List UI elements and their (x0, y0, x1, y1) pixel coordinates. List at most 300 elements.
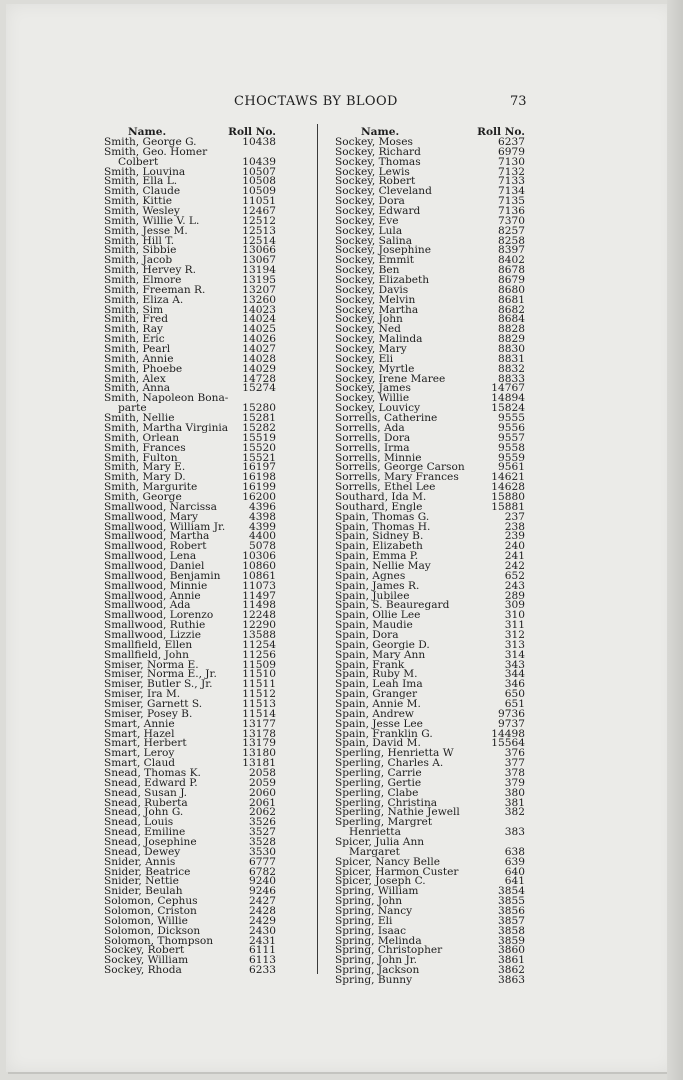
entry-name: Smith, Claude (104, 185, 181, 198)
entry-roll-number: 650 (504, 688, 525, 701)
entry-name: Spain, Emma P. (335, 550, 419, 563)
entry-roll-number: 15880 (491, 490, 525, 503)
entry-roll-number: 13180 (242, 747, 276, 760)
entry-roll-number: 13260 (242, 293, 276, 306)
entry-name: Smith, Elmore (104, 274, 182, 287)
entry-roll-number: 14728 (242, 372, 276, 385)
entry-name: Sorrells, George Carson (335, 461, 465, 474)
entry-name: Spain, S. Beauregard (335, 599, 450, 612)
entry-name: Sperling, Nathie Jewell (335, 806, 460, 819)
entry-name: Snider, Beatrice (104, 865, 191, 878)
entry-roll-number: 641 (504, 875, 525, 888)
entry-roll-number: 14026 (242, 333, 276, 346)
entry-name: Sperling, Clabe (335, 786, 419, 799)
entry-name: Southard, Ida M. (335, 490, 427, 503)
entry-roll-number: 241 (504, 550, 525, 563)
entry-name: Sorrells, Catherine (335, 412, 438, 425)
entry-roll-number: 9246 (249, 885, 276, 898)
entry-name: Smallfield, John (104, 648, 189, 661)
entry-roll-number: 15824 (491, 402, 525, 415)
entry-roll-number: 381 (504, 796, 525, 809)
entry-roll-number: 14024 (242, 313, 276, 326)
entry-name: Sockey, Elizabeth (335, 274, 430, 287)
entry-name: Smart, Claud (104, 757, 176, 770)
entry-roll-number: 4396 (249, 500, 276, 513)
entry-roll-number: 8258 (498, 234, 525, 247)
entry-name: Smiser, Ira M. (104, 688, 181, 701)
entry-roll-number: 377 (504, 757, 525, 770)
entry-roll-number: 238 (504, 520, 525, 533)
entry-name: Sockey, Melvin (335, 293, 416, 306)
entry-roll-number: 382 (504, 806, 525, 819)
entry-roll-number: 383 (504, 826, 525, 839)
entry-roll-number: 239 (504, 530, 525, 543)
entry-name: Snider, Beulah (104, 885, 183, 898)
entry-name: Spain, Ruby M. (335, 668, 418, 681)
entry-roll-number: 7133 (498, 175, 525, 188)
entry-roll-number: 15519 (242, 431, 276, 444)
entry-roll-number: 3858 (498, 924, 525, 937)
entry-roll-number: 12514 (242, 234, 276, 247)
entry-name: Smiser, Butler S., Jr. (104, 678, 213, 691)
entry-roll-number: 8679 (498, 274, 525, 287)
name-header: Name. (361, 126, 400, 138)
entry-roll-number: 11513 (242, 697, 276, 710)
entry-roll-number: 12513 (242, 224, 276, 237)
entry-name: Sockey, Mary (335, 343, 407, 356)
entry-name: Solomon, Dickson (104, 924, 201, 937)
entry-roll-number: 8829 (498, 333, 525, 346)
entry-name: Sperling, Carrie (335, 767, 422, 779)
entry-roll-number: 13588 (242, 628, 276, 641)
entry-name: Sockey, Thomas (335, 155, 421, 168)
entry-name: Snead, Louis (104, 816, 174, 829)
entry-name: Sockey, Eli (335, 352, 394, 365)
entry-roll-number: 6113 (249, 954, 276, 967)
entry-roll-number: 3861 (498, 954, 525, 967)
entry-roll-number: 8397 (498, 244, 525, 257)
entry-name: Sockey, Irene Maree (335, 372, 446, 385)
entry-roll-number: 11254 (242, 638, 276, 651)
entry-name: Colbert (118, 155, 159, 168)
entry-name: Smith, Jesse M. (104, 224, 188, 237)
entry-name: Smith, Fred (104, 313, 168, 326)
entry-name: Sockey, Moses (335, 136, 413, 148)
entry-name: Smith, Anna (104, 382, 171, 395)
entry-roll-number: 11256 (242, 648, 276, 661)
running-head (0, 94, 683, 110)
entry-roll-number: 15881 (491, 500, 525, 513)
entry-roll-number: 8682 (498, 303, 525, 316)
entry-roll-number: 9557 (498, 431, 525, 444)
entry-roll-number: 639 (504, 855, 525, 868)
entry-name: Spain, Leah Ima (335, 678, 423, 691)
entry-name: Spring, Nancy (335, 905, 413, 918)
entry-name: Smiser, Norma E., Jr. (104, 668, 217, 681)
entry-roll-number: 3527 (249, 826, 276, 839)
page-edge (667, 0, 683, 1080)
entry-roll-number: 11509 (242, 658, 276, 671)
entry-name: Smith, Geo. Homer (104, 145, 208, 158)
entry-name: Smith, Hervey R. (104, 264, 197, 277)
entry-name: Snead, Edward P. (104, 776, 198, 789)
entry-roll-number: 243 (504, 579, 525, 592)
entry-roll-number: 311 (504, 619, 525, 632)
roster-entry (104, 966, 276, 976)
entry-roll-number: 12467 (242, 205, 276, 218)
entry-roll-number: 12290 (242, 619, 276, 632)
entry-name: Sockey, Myrtle (335, 362, 415, 375)
entry-name: Sockey, Cleveland (335, 185, 432, 198)
entry-roll-number: 376 (504, 747, 525, 760)
entry-name: parte (118, 402, 147, 415)
entry-roll-number: 2429 (249, 914, 276, 927)
entry-name: Smith, Willie V. L. (104, 214, 200, 227)
entry-roll-number: 13179 (242, 737, 276, 750)
entry-name: Sorrells, Dora (335, 431, 411, 444)
entry-roll-number: 14628 (491, 481, 525, 494)
entry-name: Sperling, Charles A. (335, 757, 444, 770)
entry-name: Smith, Mary D. (104, 471, 186, 484)
entry-name: Sockey, Richard (335, 145, 421, 158)
entry-roll-number: 14023 (242, 303, 276, 316)
entry-name: Sperling, Margret (335, 816, 433, 829)
entry-roll-number: 14028 (242, 352, 276, 365)
entry-roll-number: 10507 (242, 165, 276, 178)
entry-roll-number: 7132 (498, 165, 525, 178)
entry-name: Sockey, James (335, 382, 411, 395)
entry-name: Spring, Christopher (335, 944, 443, 957)
entry-name: Solomon, Thompson (104, 934, 214, 947)
entry-roll-number: 7130 (498, 155, 525, 168)
entry-name: Sockey, Salina (335, 234, 413, 247)
entry-name: Smith, Jacob (104, 254, 173, 267)
entry-roll-number: 2060 (249, 786, 276, 799)
entry-name: Spring, Bunny (335, 974, 413, 987)
entry-roll-number: 16199 (242, 481, 276, 494)
roll-header: Roll No. (228, 126, 276, 138)
entry-roll-number: 10860 (242, 559, 276, 572)
entry-roll-number: 638 (504, 845, 525, 858)
entry-name: Smallwood, Minnie (104, 579, 208, 592)
entry-roll-number: 11498 (242, 599, 276, 612)
entry-roll-number: 2059 (249, 776, 276, 789)
entry-name: Spicer, Joseph C. (335, 875, 426, 888)
entry-name: Spain, Jesse Lee (335, 717, 423, 730)
entry-name: Spain, Elizabeth (335, 540, 423, 553)
entry-roll-number: 4399 (249, 520, 276, 533)
entry-roll-number: 2058 (249, 767, 276, 779)
entry-name: Spicer, Julia Ann (335, 836, 425, 849)
entry-name: Sorrells, Ada (335, 421, 405, 434)
entry-roll-number: 13178 (242, 727, 276, 740)
entry-name: Smith, Kittie (104, 195, 172, 208)
entry-name: Smith, Wesley (104, 205, 180, 218)
entry-name: Sockey, Dora (335, 195, 405, 208)
entry-roll-number: 6777 (249, 855, 276, 868)
entry-roll-number: 15281 (242, 412, 276, 425)
entry-name: Solomon, Criston (104, 905, 197, 918)
entry-name: Spring, Eli (335, 914, 393, 927)
entry-name: Sockey, Louvicy (335, 402, 421, 415)
entry-roll-number: 8830 (498, 343, 525, 356)
entry-name: Smith, Eric (104, 333, 165, 346)
entry-name: Smiser, Garnett S. (104, 697, 203, 710)
entry-name: Smith, Alex (104, 372, 166, 385)
entry-roll-number: 240 (504, 540, 525, 553)
entry-roll-number: 8681 (498, 293, 525, 306)
entry-roll-number: 15520 (242, 441, 276, 454)
entry-roll-number: 11511 (242, 678, 276, 691)
page-title: CHOCTAWS BY BLOOD (234, 94, 398, 109)
entry-name: Sorrells, Mary Frances (335, 471, 459, 484)
entry-name: Smallwood, Daniel (104, 559, 205, 572)
entry-name: Smith, Napoleon Bona- (104, 392, 229, 405)
entry-name: Spring, John Jr. (335, 954, 417, 967)
entry-name: Smart, Hazel (104, 727, 175, 740)
entry-name: Smith, Sibbie (104, 244, 177, 257)
entry-name: Smith, Ray (104, 323, 164, 336)
entry-name: Snead, Ruberta (104, 796, 188, 809)
entry-roll-number: 14894 (491, 392, 525, 405)
entry-name: Smart, Leroy (104, 747, 175, 760)
entry-roll-number: 11512 (242, 688, 276, 701)
entry-name: Spain, Sidney B. (335, 530, 424, 543)
entry-roll-number: 309 (504, 599, 525, 612)
entry-name: Snead, Thomas K. (104, 767, 201, 779)
entry-roll-number: 379 (504, 776, 525, 789)
entry-roll-number: 3854 (498, 885, 525, 898)
entry-roll-number: 2061 (249, 796, 276, 809)
entry-name: Sockey, Willie (335, 392, 410, 405)
entry-roll-number: 9558 (498, 441, 525, 454)
entry-name: Smith, Eliza A. (104, 293, 184, 306)
entry-name: Sperling, Gertie (335, 776, 422, 789)
entry-roll-number: 6237 (498, 136, 525, 148)
entry-name: Spain, Annie M. (335, 697, 421, 710)
entry-roll-number: 9559 (498, 451, 525, 464)
entry-name: Sperling, Christina (335, 796, 438, 809)
entry-roll-number: 3863 (498, 974, 525, 987)
roll-header: Roll No. (477, 126, 525, 138)
entry-name: Smart, Annie (104, 717, 175, 730)
entry-name: Smith, Louvina (104, 165, 186, 178)
entry-roll-number: 14767 (491, 382, 525, 395)
entry-roll-number: 651 (504, 697, 525, 710)
entry-roll-number: 14025 (242, 323, 276, 336)
entry-name: Smallwood, Robert (104, 540, 207, 553)
entry-name: Sockey, Ben (335, 264, 400, 277)
entry-name: Smith, Phoebe (104, 362, 183, 375)
entry-name: Sorrells, Minnie (335, 451, 422, 464)
entry-roll-number: 9737 (498, 717, 525, 730)
entry-name: Smallwood, Narcissa (104, 500, 217, 513)
entry-name: Smallwood, Mary (104, 510, 198, 523)
entry-roll-number: 8402 (498, 254, 525, 267)
entry-name: Sockey, Josephine (335, 244, 431, 257)
entry-roll-number: 3528 (249, 836, 276, 849)
entry-roll-number: 314 (504, 648, 525, 661)
entry-name: Spain, Ollie Lee (335, 609, 421, 622)
entry-name: Smith, Mary E. (104, 461, 186, 474)
entry-roll-number: 3860 (498, 944, 525, 957)
entry-roll-number: 11510 (242, 668, 276, 681)
entry-name: Spain, Nellie May (335, 559, 431, 572)
column-divider (317, 124, 318, 974)
entry-name: Margaret (349, 845, 400, 858)
entry-roll-number: 9561 (498, 461, 525, 474)
entry-name: Smallwood, Martha (104, 530, 210, 543)
entry-name: Spain, Agnes (335, 569, 406, 582)
entry-name: Snider, Annis (104, 855, 176, 868)
entry-name: Snead, Emiline (104, 826, 186, 839)
entry-name: Sorrells, Irma (335, 441, 410, 454)
entry-name: Snead, Josephine (104, 836, 197, 849)
entry-name: Snead, John G. (104, 806, 184, 819)
entry-roll-number: 8831 (498, 352, 525, 365)
entry-name: Snead, Dewey (104, 845, 181, 858)
entry-roll-number: 2427 (249, 895, 276, 908)
entry-roll-number: 13207 (242, 283, 276, 296)
entry-name: Sockey, John (335, 313, 403, 326)
entry-name: Spain, Jubilee (335, 589, 410, 602)
entry-roll-number: 10509 (242, 185, 276, 198)
entry-name: Smith, Sim (104, 303, 164, 316)
entry-roll-number: 3862 (498, 964, 525, 977)
entry-roll-number: 7370 (498, 214, 525, 227)
name-header: Name. (128, 126, 167, 138)
entry-roll-number: 14027 (242, 343, 276, 356)
entry-roll-number: 8833 (498, 372, 525, 385)
entry-name: Smith, Annie (104, 352, 174, 365)
entry-name: Spicer, Nancy Belle (335, 855, 441, 868)
entry-name: Sockey, Robert (104, 944, 185, 957)
entry-name: Smith, Nellie (104, 412, 175, 425)
entry-roll-number: 343 (504, 658, 525, 671)
entry-roll-number: 310 (504, 609, 525, 622)
entry-roll-number: 15282 (242, 421, 276, 434)
entry-name: Sockey, Ned (335, 323, 401, 336)
entry-name: Smith, Pearl (104, 343, 171, 356)
entry-name: Smallwood, Lizzie (104, 628, 201, 641)
roster-entry (335, 976, 525, 986)
entry-roll-number: 313 (504, 638, 525, 651)
entry-roll-number: 11497 (242, 589, 276, 602)
entry-roll-number: 16198 (242, 471, 276, 484)
entry-name: Smith, Margurite (104, 481, 198, 494)
entry-roll-number: 6782 (249, 865, 276, 878)
entry-roll-number: 12512 (242, 214, 276, 227)
entry-name: Spain, Granger (335, 688, 418, 701)
entry-roll-number: 9736 (498, 707, 525, 720)
entry-name: Smallwood, Lorenzo (104, 609, 214, 622)
entry-roll-number: 14498 (491, 727, 525, 740)
entry-name: Sockey, Eve (335, 214, 399, 227)
page-number: 73 (510, 94, 527, 109)
entry-roll-number: 2431 (249, 934, 276, 947)
entry-roll-number: 8684 (498, 313, 525, 326)
entry-roll-number: 13181 (242, 757, 276, 770)
entry-name: Smallwood, Ada (104, 599, 191, 612)
entry-roll-number: 3857 (498, 914, 525, 927)
entry-roll-number: 289 (504, 589, 525, 602)
entry-name: Spain, Mary Ann (335, 648, 426, 661)
entry-name: Smiser, Norma E. (104, 658, 199, 671)
entry-roll-number: 237 (504, 510, 525, 523)
entry-roll-number: 10508 (242, 175, 276, 188)
entry-roll-number: 9556 (498, 421, 525, 434)
entry-name: Sorrells, Ethel Lee (335, 481, 436, 494)
entry-name: Smallwood, Annie (104, 589, 201, 602)
entry-roll-number: 6111 (249, 944, 276, 957)
entry-name: Spain, Dora (335, 628, 399, 641)
entry-roll-number: 380 (504, 786, 525, 799)
entry-roll-number: 13194 (242, 264, 276, 277)
entry-roll-number: 344 (504, 668, 525, 681)
entry-roll-number: 12248 (242, 609, 276, 622)
entry-name: Smith, Orlean (104, 431, 180, 444)
entry-roll-number: 10439 (242, 155, 276, 168)
entry-roll-number: 7134 (498, 185, 525, 198)
entry-roll-number: 2428 (249, 905, 276, 918)
entry-name: Snead, Susan J. (104, 786, 187, 799)
entry-name: Smith, George (104, 490, 182, 503)
entry-roll-number: 2430 (249, 924, 276, 937)
entry-name: Spain, Georgie D. (335, 638, 430, 651)
entry-name: Smiser, Posey B. (104, 707, 193, 720)
entry-roll-number: 8680 (498, 283, 525, 296)
entry-name: Smith, Freeman R. (104, 283, 206, 296)
entry-roll-number: 3530 (249, 845, 276, 858)
entry-name: Smallwood, William Jr. (104, 520, 226, 533)
entry-roll-number: 13195 (242, 274, 276, 287)
entry-roll-number: 9240 (249, 875, 276, 888)
entry-roll-number: 11514 (242, 707, 276, 720)
entry-roll-number: 3526 (249, 816, 276, 829)
entry-roll-number: 652 (504, 569, 525, 582)
entry-roll-number: 5078 (249, 540, 276, 553)
entry-roll-number: 15280 (242, 402, 276, 415)
entry-roll-number: 6233 (249, 964, 276, 977)
entry-name: Spring, Jackson (335, 964, 420, 977)
entry-name: Smallwood, Benjamin (104, 569, 221, 582)
entry-roll-number: 13066 (242, 244, 276, 257)
entry-roll-number: 6979 (498, 145, 525, 158)
entry-name: Smith, Hill T. (104, 234, 175, 247)
entry-name: Sockey, Lewis (335, 165, 410, 178)
entry-roll-number: 10861 (242, 569, 276, 582)
entry-name: Spain, Thomas G. (335, 510, 430, 523)
entry-roll-number: 15274 (242, 382, 276, 395)
entry-name: Sockey, Lula (335, 224, 403, 237)
entry-name: Smallwood, Lena (104, 550, 197, 563)
entry-name: Sockey, Robert (335, 175, 416, 188)
entry-name: Sockey, Edward (335, 205, 421, 218)
entry-name: Sockey, Emmit (335, 254, 415, 267)
entry-roll-number: 13067 (242, 254, 276, 267)
entry-name: Southard, Engle (335, 500, 423, 513)
entry-name: Sockey, William (104, 954, 189, 967)
entry-roll-number: 14029 (242, 362, 276, 375)
entry-name: Smallfield, Ellen (104, 638, 193, 651)
entry-name: Smallwood, Ruthie (104, 619, 206, 632)
entry-name: Smith, Martha Virginia (104, 421, 229, 434)
entry-name: Solomon, Cephus (104, 895, 198, 908)
entry-roll-number: 14621 (491, 471, 525, 484)
entry-name: Spain, David M. (335, 737, 421, 750)
entry-name: Sockey, Rhoda (104, 964, 182, 977)
entry-roll-number: 11051 (242, 195, 276, 208)
